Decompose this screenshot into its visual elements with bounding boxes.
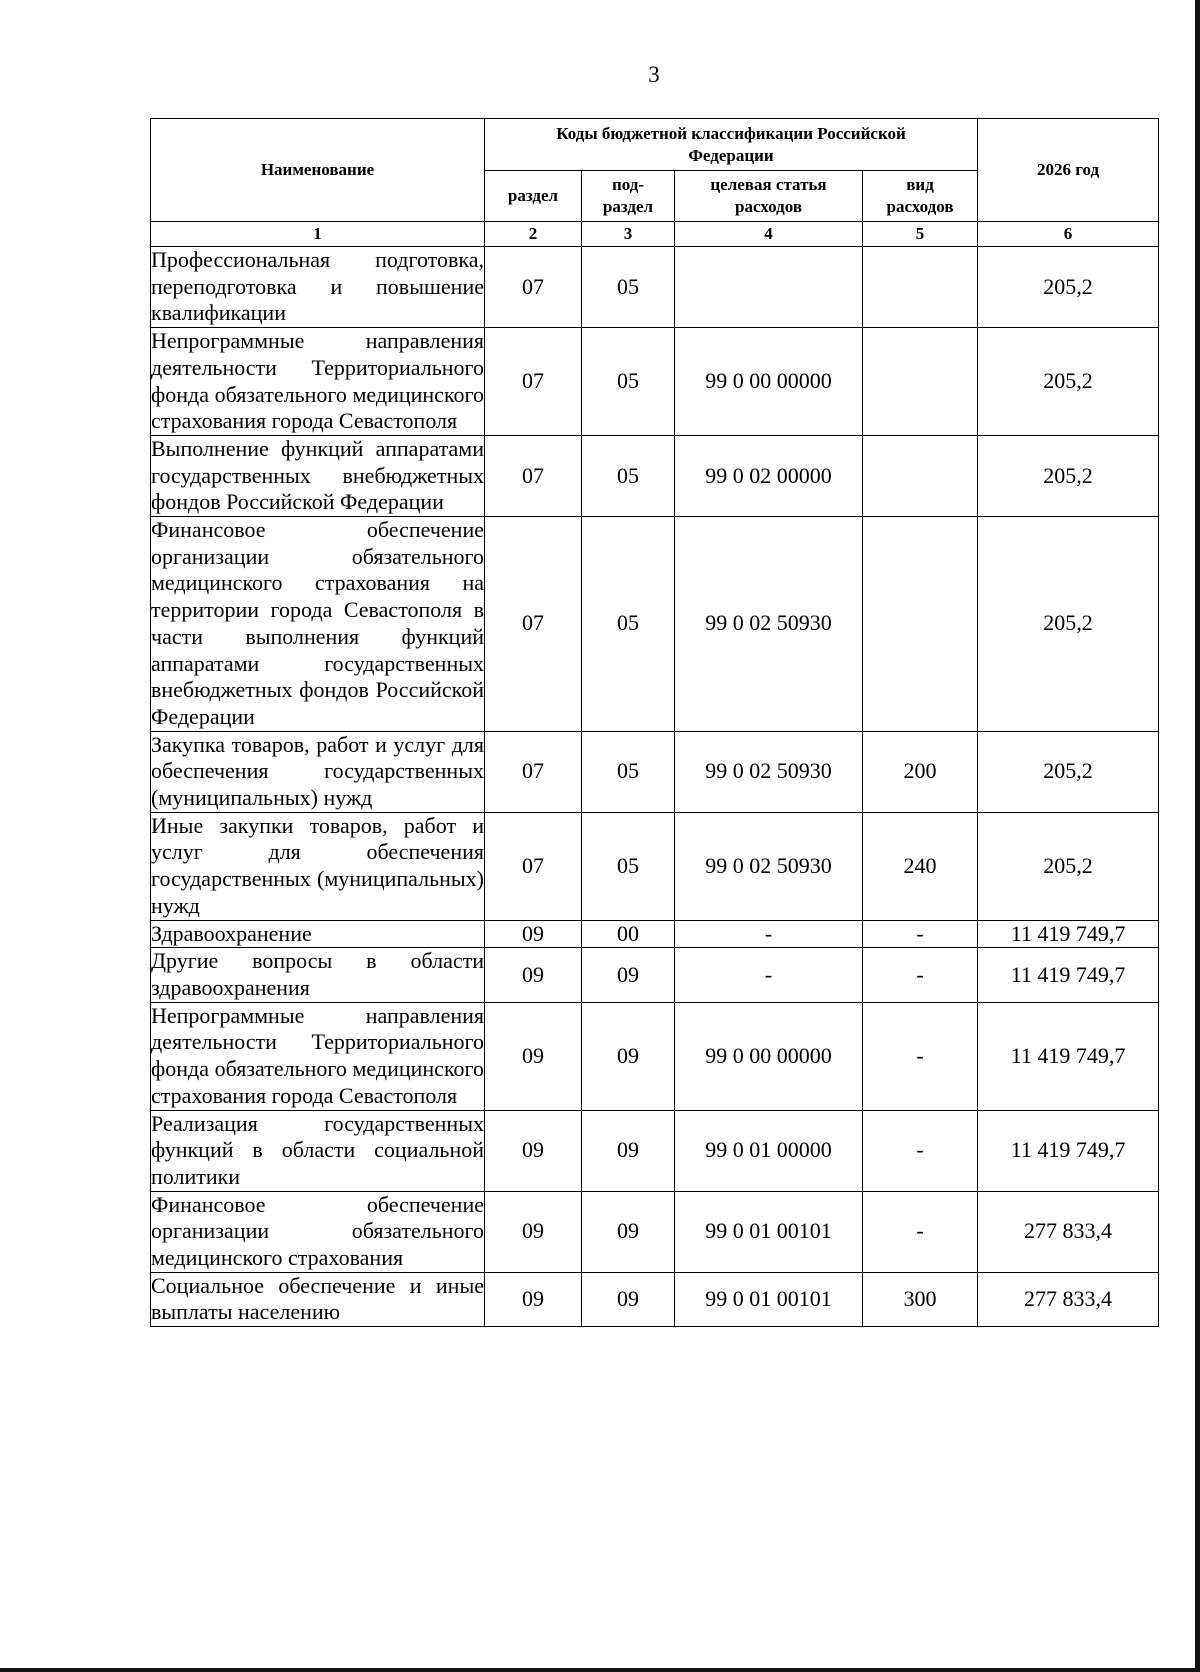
column-number: 4 xyxy=(675,222,863,247)
row-vid: - xyxy=(863,1191,978,1272)
column-numbers-row xyxy=(151,222,1159,247)
row-razdel: 07 xyxy=(485,435,582,516)
header-podrazdel: под-раздел xyxy=(582,171,675,222)
row-vid: - xyxy=(863,920,978,948)
row-name: Реализация государственных функций в области социальной политики xyxy=(151,1110,485,1191)
row-amount: 205,2 xyxy=(978,247,1159,328)
row-amount: 205,2 xyxy=(978,435,1159,516)
budget-table xyxy=(150,118,1159,1327)
row-celevaya: 99 0 00 00000 xyxy=(675,328,863,436)
column-number: 1 xyxy=(151,222,485,247)
row-name: Другие вопросы в области здравоохранения xyxy=(151,948,485,1002)
row-celevaya xyxy=(675,247,863,328)
row-celevaya: 99 0 01 00101 xyxy=(675,1272,863,1326)
table-row xyxy=(151,247,1159,328)
row-podrazdel: 05 xyxy=(582,328,675,436)
row-name: Здравоохранение xyxy=(151,920,485,948)
row-vid xyxy=(863,247,978,328)
table-row xyxy=(151,948,1159,1002)
row-name: Непрограммные направления деятельности Территориального фонда обязательного медицинского страхования города Севастополя xyxy=(151,1002,485,1110)
table-row xyxy=(151,1002,1159,1110)
scan-edge-bottom xyxy=(0,1668,1200,1672)
row-podrazdel: 05 xyxy=(582,812,675,920)
row-name: Выполнение функций аппаратами государственных внебюджетных фондов Российской Федерации xyxy=(151,435,485,516)
row-amount: 11 419 749,7 xyxy=(978,948,1159,1002)
row-podrazdel: 09 xyxy=(582,1110,675,1191)
row-vid: 300 xyxy=(863,1272,978,1326)
row-podrazdel: 05 xyxy=(582,731,675,812)
row-podrazdel: 05 xyxy=(582,517,675,732)
row-celevaya: - xyxy=(675,920,863,948)
row-celevaya: 99 0 00 00000 xyxy=(675,1002,863,1110)
header-codes-group: Коды бюджетной классификации Российской Федерации xyxy=(485,119,978,171)
row-name: Непрограммные направления деятельности Территориального фонда обязательного медицинского страхования города Севастополя xyxy=(151,328,485,436)
row-name: Финансовое обеспечение организации обязательного медицинского страхования на территории города Севастополя в части выполнения функций аппаратами государственных внебюджетных фондов Российской Федерации xyxy=(151,517,485,732)
row-razdel: 07 xyxy=(485,517,582,732)
table-row xyxy=(151,1272,1159,1326)
row-razdel: 09 xyxy=(485,1110,582,1191)
row-vid xyxy=(863,328,978,436)
header-year: 2026 год xyxy=(978,119,1159,222)
table-row xyxy=(151,812,1159,920)
row-vid: - xyxy=(863,1002,978,1110)
row-amount: 205,2 xyxy=(978,328,1159,436)
row-razdel: 07 xyxy=(485,731,582,812)
table-row xyxy=(151,920,1159,948)
table-row xyxy=(151,1191,1159,1272)
row-name: Иные закупки товаров, работ и услуг для обеспечения государственных (муниципальных) нужд xyxy=(151,812,485,920)
row-vid: 240 xyxy=(863,812,978,920)
column-number: 6 xyxy=(978,222,1159,247)
row-amount: 277 833,4 xyxy=(978,1191,1159,1272)
row-vid: - xyxy=(863,1110,978,1191)
table-row xyxy=(151,328,1159,436)
row-name: Финансовое обеспечение организации обязательного медицинского страхования xyxy=(151,1191,485,1272)
row-razdel: 09 xyxy=(485,1002,582,1110)
row-podrazdel: 09 xyxy=(582,1191,675,1272)
table-row xyxy=(151,435,1159,516)
row-celevaya: 99 0 01 00000 xyxy=(675,1110,863,1191)
column-number: 2 xyxy=(485,222,582,247)
row-celevaya: 99 0 02 50930 xyxy=(675,812,863,920)
row-celevaya: 99 0 02 50930 xyxy=(675,731,863,812)
table-row xyxy=(151,517,1159,732)
row-podrazdel: 00 xyxy=(582,920,675,948)
row-podrazdel: 05 xyxy=(582,435,675,516)
row-celevaya: 99 0 01 00101 xyxy=(675,1191,863,1272)
row-amount: 11 419 749,7 xyxy=(978,1002,1159,1110)
row-razdel: 09 xyxy=(485,920,582,948)
table-row xyxy=(151,1110,1159,1191)
row-name: Профессиональная подготовка, переподготовка и повышение квалификации xyxy=(151,247,485,328)
header-name: Наименование xyxy=(151,119,485,222)
row-amount: 205,2 xyxy=(978,731,1159,812)
row-podrazdel: 05 xyxy=(582,247,675,328)
row-vid: 200 xyxy=(863,731,978,812)
row-celevaya: 99 0 02 00000 xyxy=(675,435,863,516)
row-razdel: 07 xyxy=(485,812,582,920)
row-celevaya: - xyxy=(675,948,863,1002)
row-amount: 277 833,4 xyxy=(978,1272,1159,1326)
row-razdel: 07 xyxy=(485,328,582,436)
header-razdel: раздел xyxy=(485,171,582,222)
table-header xyxy=(151,119,1159,247)
page-number: 3 xyxy=(648,62,660,87)
row-vid: - xyxy=(863,948,978,1002)
row-podrazdel: 09 xyxy=(582,1272,675,1326)
row-amount: 11 419 749,7 xyxy=(978,920,1159,948)
row-razdel: 09 xyxy=(485,948,582,1002)
row-amount: 205,2 xyxy=(978,517,1159,732)
row-name: Закупка товаров, работ и услуг для обеспечения государственных (муниципальных) нужд xyxy=(151,731,485,812)
row-razdel: 09 xyxy=(485,1191,582,1272)
table-row xyxy=(151,731,1159,812)
header-vid: вид расходов xyxy=(863,171,978,222)
row-vid xyxy=(863,517,978,732)
row-name: Социальное обеспечение и иные выплаты населению xyxy=(151,1272,485,1326)
row-razdel: 09 xyxy=(485,1272,582,1326)
row-amount: 11 419 749,7 xyxy=(978,1110,1159,1191)
row-podrazdel: 09 xyxy=(582,948,675,1002)
column-number: 5 xyxy=(863,222,978,247)
column-number: 3 xyxy=(582,222,675,247)
row-podrazdel: 09 xyxy=(582,1002,675,1110)
scan-edge-right xyxy=(1195,0,1200,1672)
header-celevaya: целевая статья расходов xyxy=(675,171,863,222)
row-celevaya: 99 0 02 50930 xyxy=(675,517,863,732)
row-vid xyxy=(863,435,978,516)
row-razdel: 07 xyxy=(485,247,582,328)
row-amount: 205,2 xyxy=(978,812,1159,920)
